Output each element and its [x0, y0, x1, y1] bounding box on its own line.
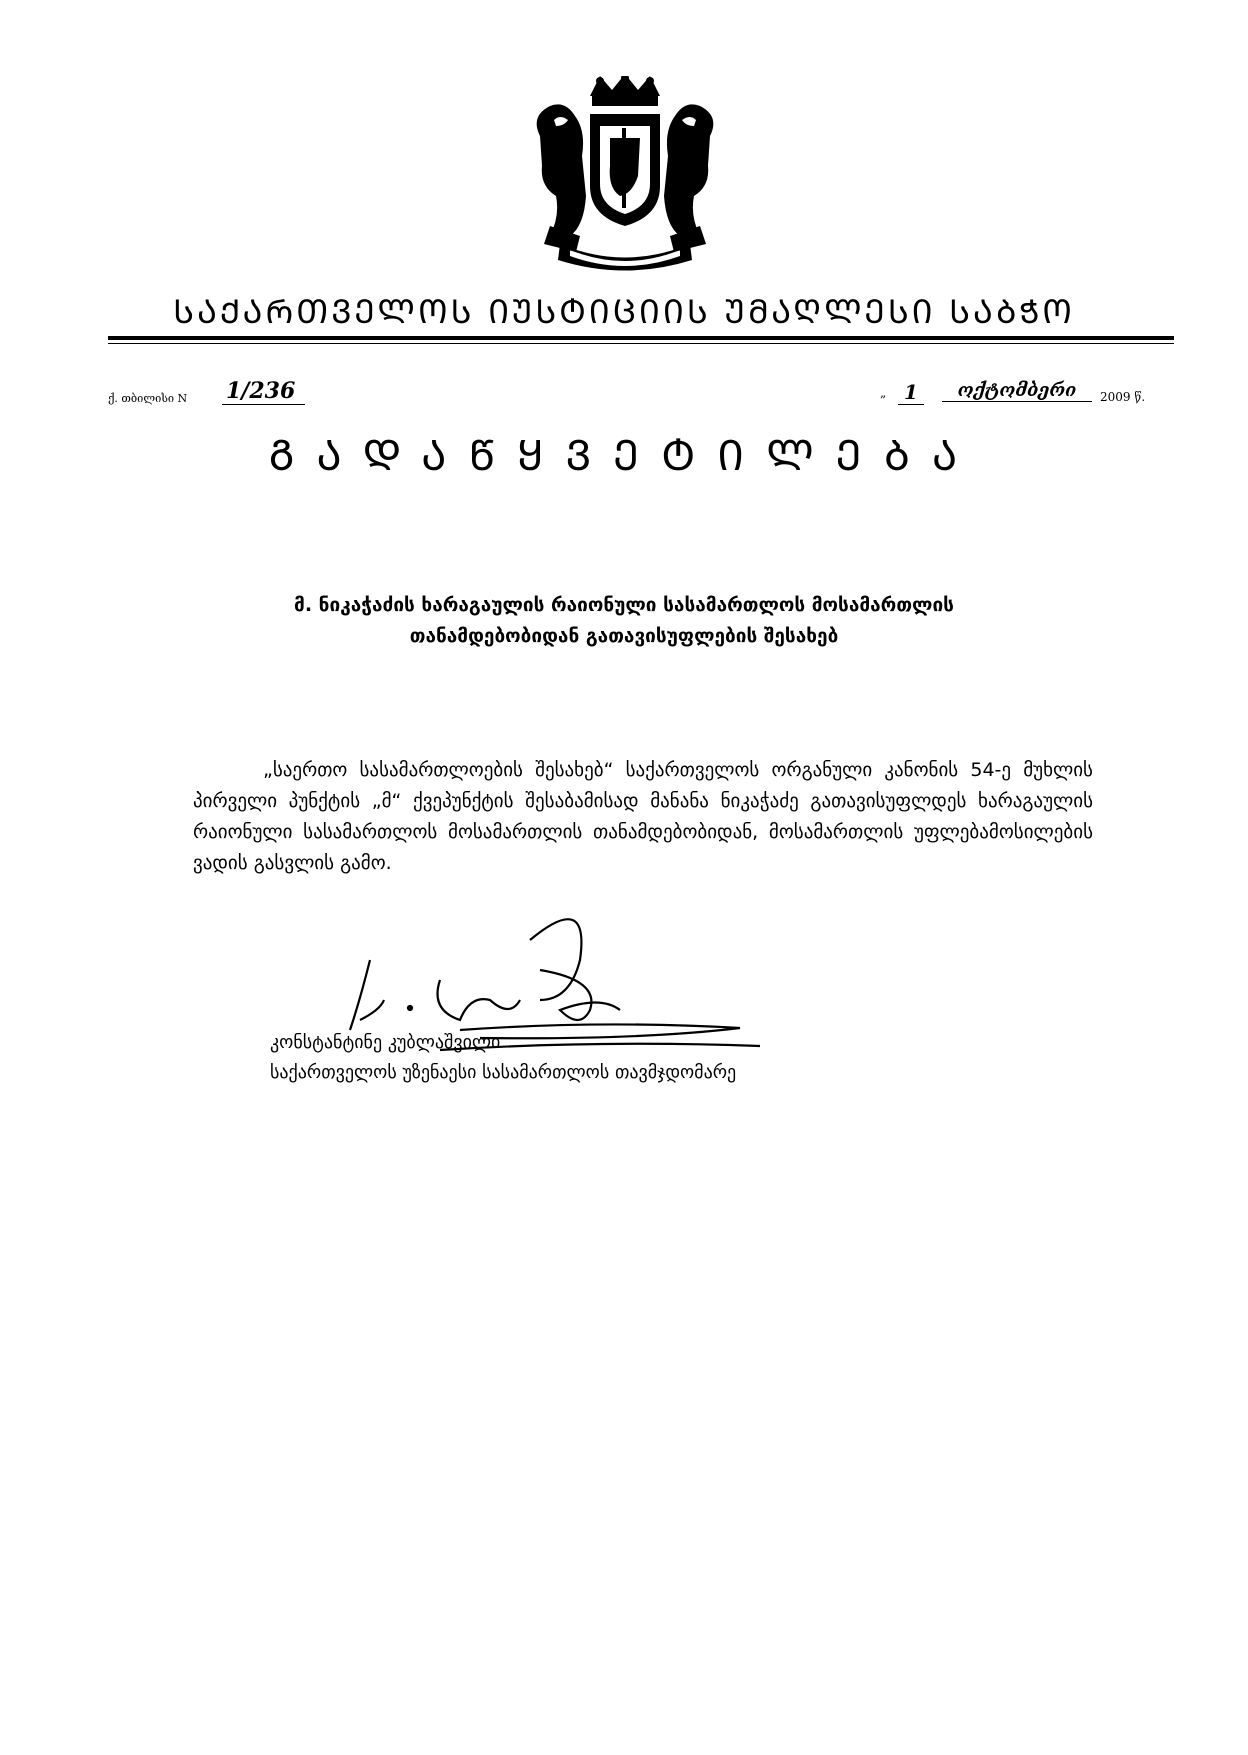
document-type-heading: ᲒᲐᲓᲐᲬᲧᲕᲔᲢᲘᲚᲔᲑᲐ [268, 431, 980, 480]
coat-of-arms-emblem [520, 76, 730, 276]
date-month: ოქტომბერი [942, 380, 1092, 402]
document-number-value: 1/236 [222, 378, 305, 405]
document-subject [0, 590, 1248, 652]
council-title: ᲡᲐᲥᲐᲠᲗᲕᲔᲚᲝᲡ ᲘᲣᲡᲢᲘᲪᲘᲘᲡ ᲣᲛᲐᲦᲚᲔᲡᲘ ᲡᲐᲑᲭᲝ [173, 292, 1075, 331]
document-number-label: ქ. თბილისი N [108, 392, 188, 405]
date-year: 2009 წ. [1100, 390, 1146, 404]
date-quote-mark: „ [880, 386, 887, 400]
document-body [193, 755, 1093, 879]
signer-name: კონსტანტინე კუბლაშვილი [270, 1032, 501, 1053]
signer-title: საქართველოს უზენაესი სასამართლოს თავმჯდომარე [270, 1062, 737, 1083]
subject-line-2: თანამდებობიდან გათავისუფლების შესახებ [409, 625, 839, 647]
date-day: 1 [898, 380, 924, 405]
georgia-coat-of-arms-icon [520, 76, 730, 276]
body-paragraph: „საერთო სასამართლოების შესახებ“ საქართველოს ორგანული კანონის 54-ე მუხლის პირველი პუნქტის „მ“ ქვეპუნქტის შესაბამისად მანანა ნიკაჭაძე გათავისუფლდეს ხარაგაულის რაიონული სასამართლოს მოსამართლის თანამდებობიდან, მოსამართლის უფლებამოსილების ვადის გასვლის გამო. [193, 759, 1093, 874]
subject-line-1: მ. ნიკაჭაძის ხარაგაულის რაიონული სასამართლოს მოსამართლის [294, 594, 954, 616]
header-rule-thick [108, 336, 1174, 340]
header-rule-thin [108, 343, 1174, 344]
